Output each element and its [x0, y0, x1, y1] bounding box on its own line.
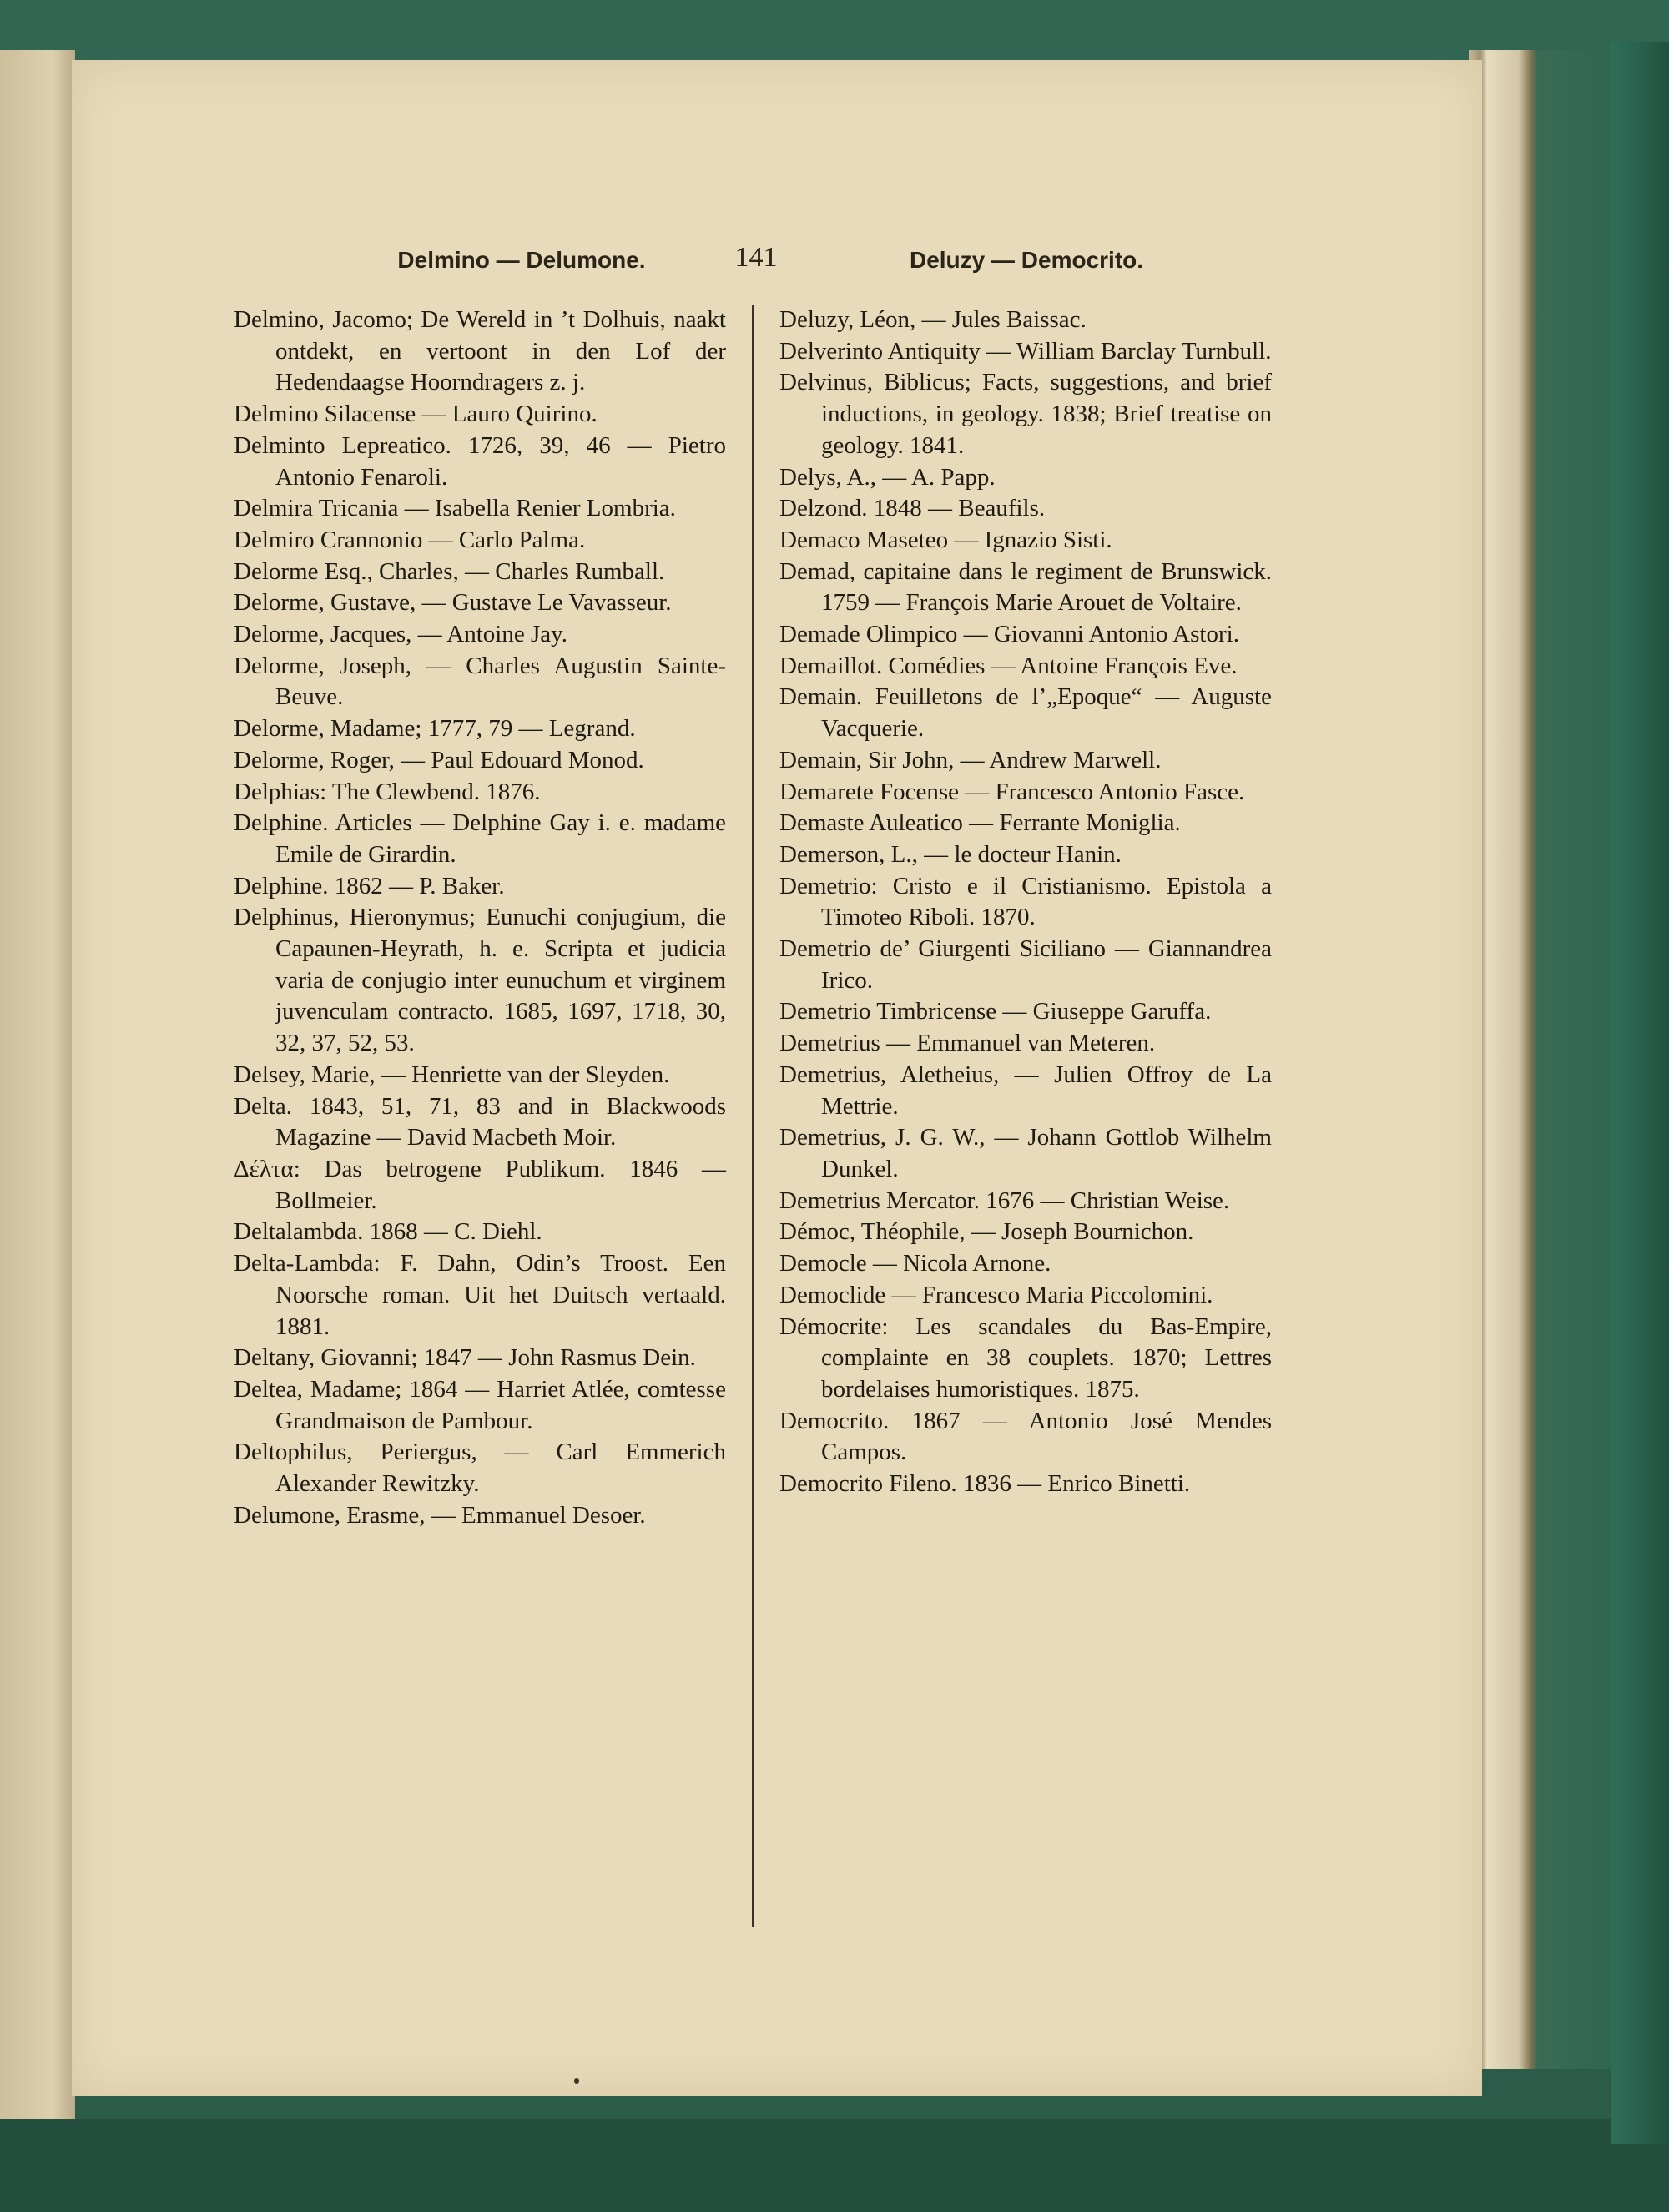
entry: Demain, Sir John, — Andrew Marwell. [779, 746, 1162, 773]
entry: Deluzy, Léon, — Jules Baissac. [779, 306, 1087, 333]
entry: Delorme Esq., Charles, — Charles Rumball. [234, 557, 665, 585]
entry: Demad, capitaine dans le regiment de Brunswick. 1759 — François Marie Arouet de Voltaire. [779, 557, 1272, 617]
entry: Delphias: The Clewbend. 1876. [234, 778, 541, 805]
book-cover-edge [1611, 42, 1669, 2144]
entry: Démoc, Théophile, — Joseph Bournichon. [779, 1218, 1194, 1246]
entry: Delzond. 1848 — Beaufils. [779, 495, 1046, 522]
book-binding-edge [1469, 50, 1619, 2069]
entry: Delminto Lepreatico. 1726, 39, 46 — Pietro Antonio Fenaroli. [234, 431, 726, 491]
entry: Delvinus, Biblicus; Facts, suggestions, and brief inductions, in geology. 1838; Brief treatise on geology. 1841. [779, 369, 1272, 459]
entry: Deltea, Madame; 1864 — Harriet Atlée, comtesse Grandmaison de Pambour. [234, 1375, 726, 1434]
entry: Demetrio: Cristo e il Cristianismo. Epistola a Timoteo Riboli. 1870. [779, 872, 1272, 931]
entry: Delumone, Erasme, — Emmanuel Desoer. [234, 1501, 646, 1529]
entry: Demade Olimpico — Giovanni Antonio Astori. [779, 621, 1239, 648]
entry: Democle — Nicola Arnone. [779, 1250, 1051, 1277]
right-column [779, 305, 1272, 1500]
entry: Demetrio de’ Giurgenti Siciliano — Giannandrea Irico. [779, 935, 1272, 994]
background-top [0, 0, 1669, 67]
entry: Delsey, Marie, — Henriette van der Sleyden. [234, 1061, 670, 1088]
entry: Delphine. 1862 — P. Baker. [234, 872, 505, 899]
entry: Delverinto Antiquity — William Barclay Turnbull. [779, 337, 1272, 365]
entry: Delorme, Jacques, — Antoine Jay. [234, 621, 567, 648]
entry: Demaco Maseteo — Ignazio Sisti. [779, 526, 1112, 553]
entry: Delorme, Gustave, — Gustave Le Vavasseur. [234, 589, 672, 617]
entry: Δέλτα: Das betrogene Publikum. 1846 — Bollmeier. [234, 1155, 726, 1214]
entry: Delorme, Roger, — Paul Edouard Monod. [234, 746, 644, 773]
entry: Democrito. 1867 — Antonio José Mendes Campos. [779, 1407, 1272, 1466]
entry: Demerson, L., — le docteur Hanin. [779, 840, 1122, 868]
entry: Delorme, Madame; 1777, 79 — Legrand. [234, 715, 636, 743]
entry: Delphine. Articles — Delphine Gay i. e. madame Emile de Girardin. [234, 809, 726, 868]
entry: Democlide — Francesco Maria Piccolomini. [779, 1281, 1213, 1308]
entry: Demarete Focense — Francesco Antonio Fasce. [779, 778, 1245, 805]
entry: Demetrius, Aletheius, — Julien Offroy de La Mettrie. [779, 1061, 1272, 1120]
entry: Demetrius — Emmanuel van Meteren. [779, 1030, 1156, 1057]
entry: Delmino, Jacomo; De Wereld in ’t Dolhuis, naakt ontdekt, en vertoont in den Lof der Hedendaagse Hoorndragers z. j. [234, 306, 726, 396]
running-head-right: Deluzy — Democrito. [909, 247, 1144, 273]
previous-page-edge [0, 50, 75, 2119]
entry: Démocrite: Les scandales du Bas-Empire, complainte en 38 couplets. 1870; Lettres bordelaises humoristiques. 1875. [779, 1313, 1272, 1403]
entry: Demaillot. Comédies — Antoine François Eve. [779, 652, 1238, 679]
running-head-left: Delmino — Delumone. [397, 247, 646, 273]
column-divider [752, 305, 754, 1927]
entry: Demetrius Mercator. 1676 — Christian Weise. [779, 1187, 1230, 1214]
entry: Demetrius, J. G. W., — Johann Gottlob Wilhelm Dunkel. [779, 1124, 1272, 1182]
entry: Demaste Auleatico — Ferrante Moniglia. [779, 809, 1181, 837]
entry: Demetrio Timbricense — Giuseppe Garuffa. [779, 998, 1212, 1025]
entry: Delphinus, Hieronymus; Eunuchi conjugium, die Capaunen-Heyrath, h. e. Scripta et judicia varia de conjugio inter eunuchum et virginem juvenculam contracto. 1685, 1697, 1718, 30, 32, 37, 52, 53. [234, 904, 726, 1057]
entry: Delmiro Crannonio — Carlo Palma. [234, 526, 586, 553]
entry: Deltany, Giovanni; 1847 — John Rasmus Dein. [234, 1344, 696, 1372]
entry: Delmino Silacense — Lauro Quirino. [234, 401, 598, 428]
left-column [234, 305, 726, 1531]
entry: Demain. Feuilletons de l’„Epoque“ — Auguste Vacquerie. [779, 683, 1272, 743]
entry: Deltalambda. 1868 — C. Diehl. [234, 1218, 542, 1246]
printer-mark-dot [574, 2078, 579, 2084]
background-bottom [0, 2119, 1669, 2212]
page-number: 141 [734, 242, 778, 273]
entry: Delorme, Joseph, — Charles Augustin Sainte-Beuve. [234, 652, 726, 711]
entry: Delta-Lambda: F. Dahn, Odin’s Troost. Een Noorsche roman. Uit het Duitsch vertaald. 1881. [234, 1250, 726, 1340]
entry: Democrito Fileno. 1836 — Enrico Binetti. [779, 1470, 1191, 1498]
entry: Delys, A., — A. Papp. [779, 463, 996, 491]
entry: Delmira Tricania — Isabella Renier Lombria. [234, 495, 676, 522]
entry: Delta. 1843, 51, 71, 83 and in Blackwoods Magazine — David Macbeth Moir. [234, 1092, 726, 1151]
entry: Deltophilus, Periergus, — Carl Emmerich Alexander Rewitzky. [234, 1439, 726, 1498]
